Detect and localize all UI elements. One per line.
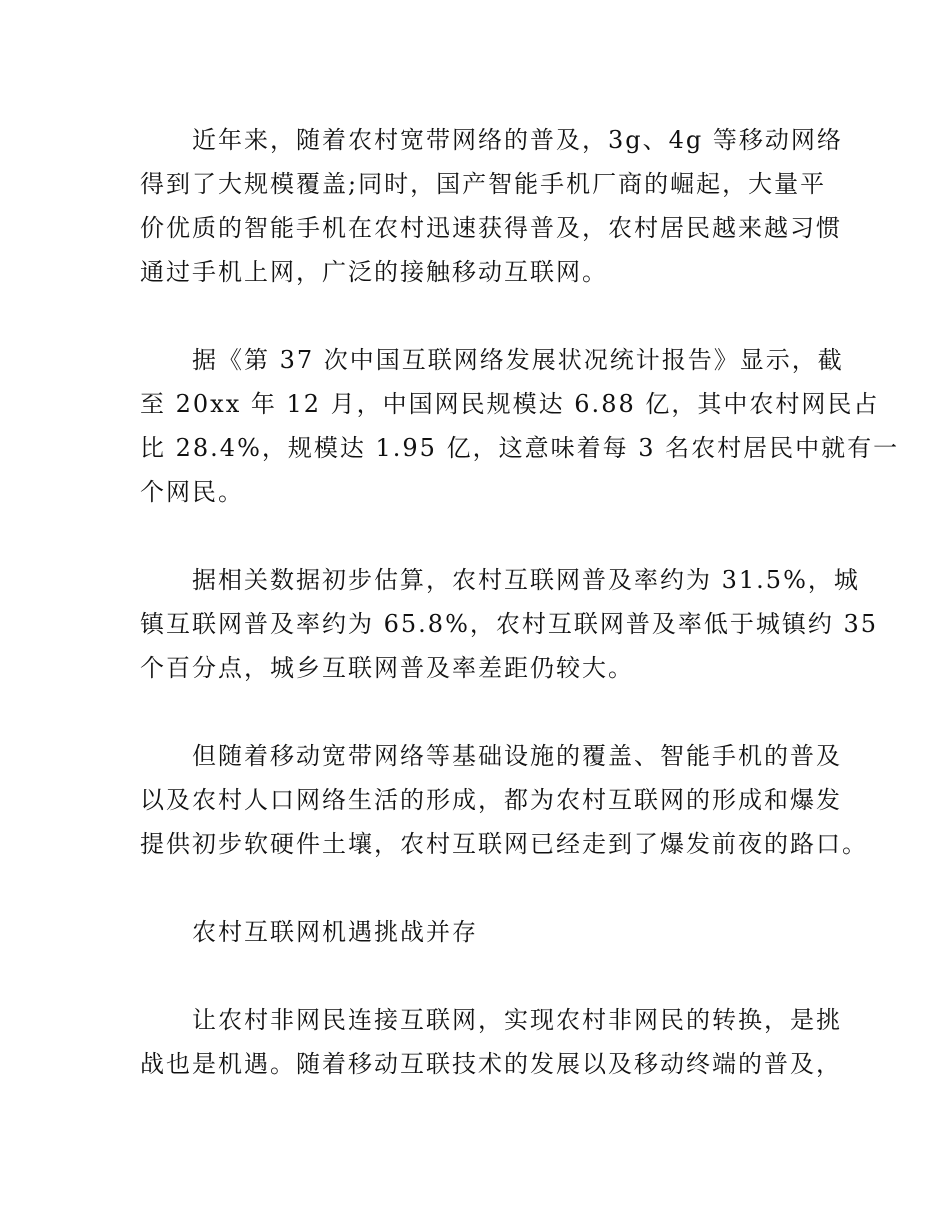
paragraph-cnnic-report	[140, 338, 900, 514]
text-line: 镇互联网普及率约为 65.8%，农村互联网普及率低于城镇约 35	[140, 610, 879, 638]
text-line: 个网民。	[140, 478, 244, 506]
text-line: 得到了大规模覆盖;同时，国产智能手机厂商的崛起，大量平	[140, 170, 827, 198]
text-line: 战也是机遇。随着移动互联技术的发展以及移动终端的普及，	[140, 1050, 842, 1078]
text-line: 近年来，随着农村宽带网络的普及，3g、4g 等移动网络	[192, 126, 843, 154]
text-line: 但随着移动宽带网络等基础设施的覆盖、智能手机的普及	[192, 742, 842, 770]
paragraph-opportunity	[140, 998, 842, 1086]
text-line: 比 28.4%，规模达 1.95 亿，这意味着每 3 名农村居民中就有一	[140, 434, 900, 462]
paragraph-gap	[140, 690, 820, 734]
paragraph-penetration-rate	[140, 558, 879, 690]
text-line: 让农村非网民连接互联网，实现农村非网民的转换，是挑	[192, 1006, 842, 1034]
text-line: 以及农村人口网络生活的形成，都为农村互联网的形成和爆发	[140, 786, 842, 814]
paragraph-gap	[140, 294, 820, 338]
text-line: 通过手机上网，广泛的接触移动互联网。	[140, 258, 608, 286]
paragraph-gap	[140, 514, 820, 558]
paragraph-rural-broadband	[140, 118, 843, 294]
paragraph-infrastructure	[140, 734, 868, 866]
text-line: 至 20xx 年 12 月，中国网民规模达 6.88 亿，其中农村网民占	[140, 390, 880, 418]
text-line: 提供初步软硬件土壤，农村互联网已经走到了爆发前夜的路口。	[140, 830, 868, 858]
text-line: 价优质的智能手机在农村迅速获得普及，农村居民越来越习惯	[140, 214, 842, 242]
paragraph-gap	[140, 866, 820, 910]
text-line: 个百分点，城乡互联网普及率差距仍较大。	[140, 654, 634, 682]
text-line: 据相关数据初步估算，农村互联网普及率约为 31.5%，城	[192, 566, 860, 594]
section-heading-text: 农村互联网机遇挑战并存	[192, 918, 478, 946]
section-heading	[140, 910, 820, 954]
text-line: 据《第 37 次中国互联网络发展状况统计报告》显示，截	[192, 346, 844, 374]
paragraph-gap	[140, 954, 820, 998]
document-body	[140, 118, 900, 1086]
